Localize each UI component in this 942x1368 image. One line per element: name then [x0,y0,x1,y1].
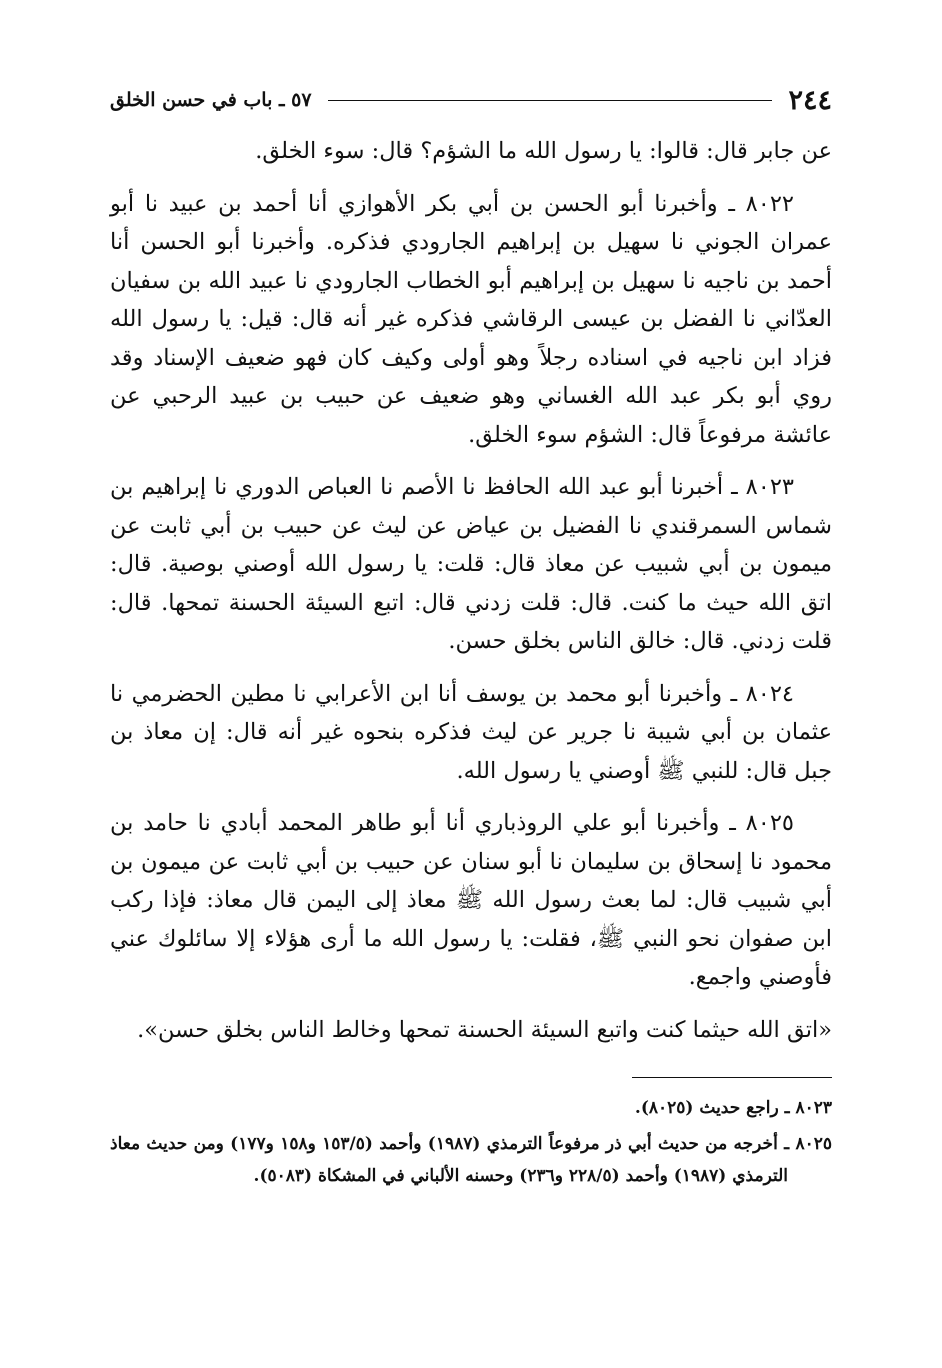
paragraph-intro: عن جابر قال: قالوا: يا رسول الله ما الشؤم؟ قال: سوء الخلق. [255,138,832,164]
hadith-quote: «اتق الله حيثما كنت واتبع السيئة الحسنة تمحها وخالط الناس بخلق حسن». [137,1016,832,1043]
book-page [110,78,832,1328]
hadith-8023: ٨٠٢٣ ـ أخبرنا أبو عبد الله الحافظ نا الأصم نا العباص الدوري نا إبراهيم بن شماس السمرقندي نا الفضيل بن عياض عن ليث عن حبيب بن أبي ثابت عن ميمون بن أبي شبيب عن معاذ قال: قلت: يا رسول الله أوصني بوصية. قال: اتق الله حيث ما كنت. قال: قلت زدني قال: اتبع السيئة الحسنة تمحها. قال: قلت زدني. قال: خالق الناس بخلق حسن. [110,474,832,654]
chapter-title: ٥٧ ـ باب في حسن الخلق [110,89,312,111]
running-head [110,78,832,122]
footnote-8023: ٨٠٢٣ ـ راجع حديث (٨٠٢٥). [634,1098,832,1118]
footnotes [110,1092,832,1192]
hadith-8025: ٨٠٢٥ ـ وأخبرنا أبو علي الروذباري أنا أبو طاهر المحمد أبادي نا حامد بن محمود نا إسحاق بن سليمان نا أبو سنان عن حبيب بن أبي ثابت عن ميمون بن أبي شبيب قال: لما بعث رسول الله ﷺ معاذ إلى اليمن قال معاذ: فإذا ركب ابن صفوان نحو النبي ﷺ، فقلت: يا رسول الله ما أرى هؤلاء إلا سائلوك عني فأوصني واجمع. [110,810,832,990]
hadith-8024: ٨٠٢٤ ـ وأخبرنا أبو محمد بن يوسف أنا ابن الأعرابي نا مطين الحضرمي نا عثمان بن أبي شيبة نا جرير عن ليث فذكره بنحوه غير أنه قال: إن معاذ بن جبل قال: للنبي ﷺ أوصني يا رسول الله. [110,680,832,784]
body-text [110,132,832,1049]
footnote-8025: ٨٠٢٥ ـ أخرجه من حديث أبي ذر مرفوعاً الترمذي (١٩٨٧) وأحمد (١٥٣/٥ و١٥٨ و١٧٧) ومن حديث معاذ الترمذي (١٩٨٧) وأحمد (٢٢٨/٥ و٢٣٦) وحسنه الألباني في المشكاة (٥٠٨٣). [110,1134,832,1186]
page-number: ٢٤٤ [788,84,832,116]
hadith-8022: ٨٠٢٢ ـ وأخبرنا أبو الحسن بن أبي بكر الأهوازي أنا أحمد بن عبيد نا أبو عمران الجوني نا سهيل بن إبراهيم الجارودي فذكره. وأخبرنا أبو الحسن أنا أحمد بن ناجيه نا سهيل بن إبراهيم أبو الخطاب الجارودي نا عبيد الله بن سفيان العدّاني نا الفضل بن عيسى الرقاشي فذكره غير أنه قال: قيل: يا رسول الله فزاد ابن ناجيه في اسناده رجلاً وهو أولى وكيف كان فهو ضعيف الإسناد وقد روي أبو بكر عبد الله الغساني وهو ضعيف عن حبيب بن عبيد الرحبي عن عائشة مرفوعاً قال: الشؤم سوء الخلق. [110,190,833,448]
footnote-rule [632,1077,832,1078]
header-rule [328,100,773,101]
